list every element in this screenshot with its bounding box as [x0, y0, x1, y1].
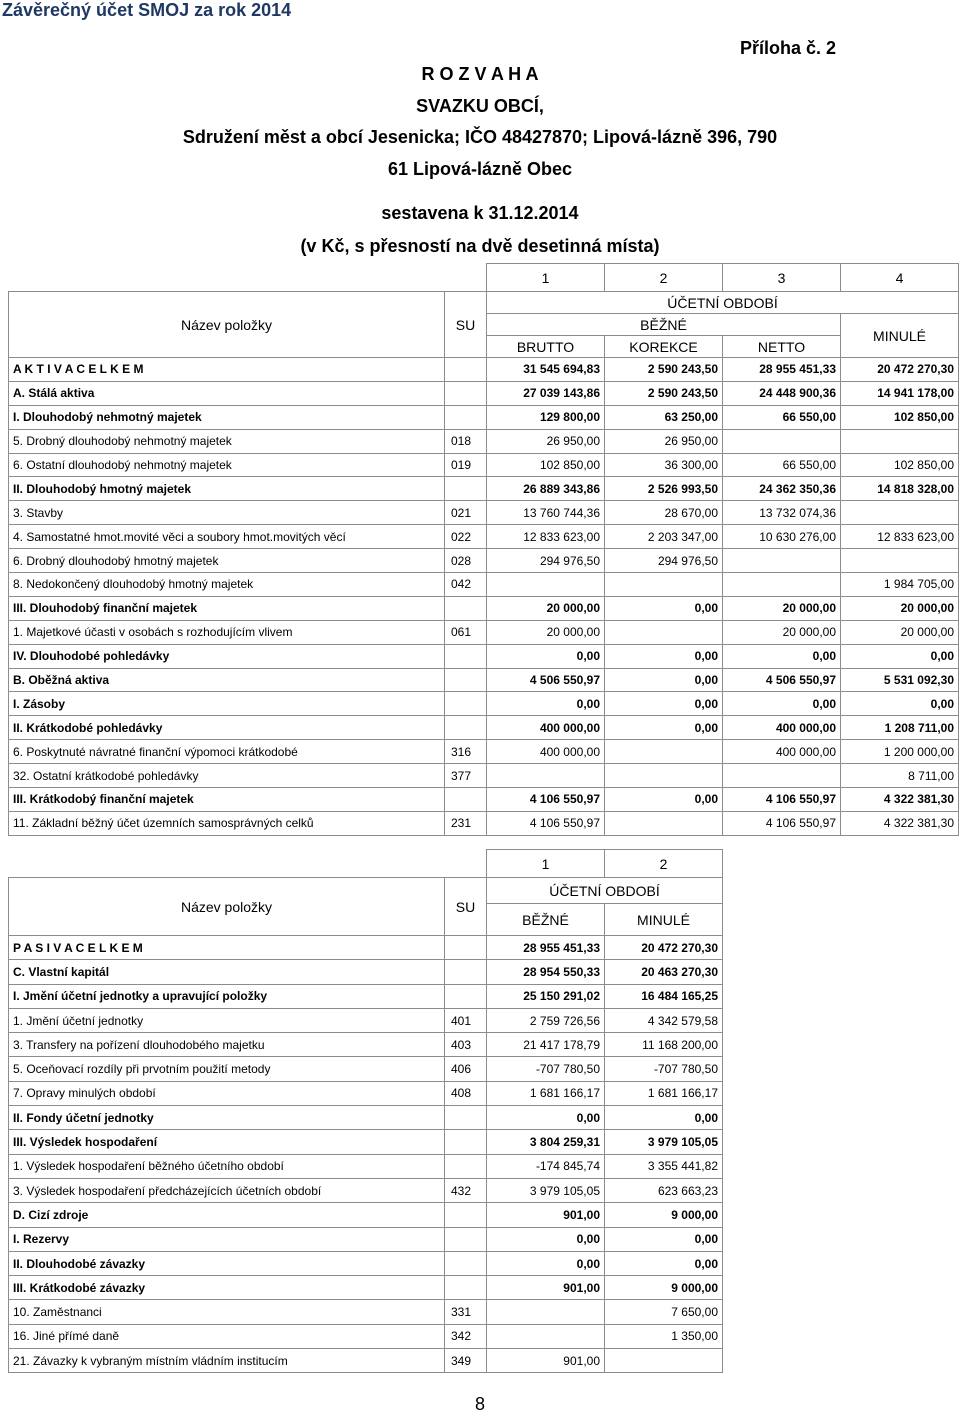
liabilities-row: [9, 1033, 723, 1057]
assets-col-number-3: 3: [723, 264, 841, 292]
assets-table: [8, 263, 959, 836]
assets-item-name: 1. Majetkové účasti v osobách s rozhodujícím vlivem: [9, 620, 445, 644]
liab-item-name: 3. Výsledek hospodaření předcházejících účetních období: [9, 1178, 445, 1202]
assets-brutto-value: 102 850,00: [487, 453, 605, 477]
assets-previous-value: 20 000,00: [841, 596, 959, 620]
liab-current-value: -707 780,50: [487, 1057, 605, 1081]
liab-current-value: 0,00: [487, 1227, 605, 1251]
assets-item-name: II. Dlouhodobý hmotný majetek: [9, 477, 445, 501]
assets-row: [9, 811, 959, 835]
assets-row: [9, 525, 959, 549]
liab-su-header: SU: [445, 878, 487, 936]
assets-su-code: [445, 668, 487, 692]
liabilities-row: [9, 1154, 723, 1178]
assets-korekce-value: 2 203 347,00: [605, 525, 723, 549]
assets-korekce-value: 36 300,00: [605, 453, 723, 477]
assets-item-name: 11. Základní běžný účet územních samosprávných celků: [9, 811, 445, 835]
liabilities-row: [9, 1349, 723, 1373]
liab-previous-value: 11 168 200,00: [605, 1033, 723, 1057]
assets-brutto-value: 12 833 623,00: [487, 525, 605, 549]
liabilities-row: [9, 1106, 723, 1130]
annex-label: Příloha č. 2: [740, 38, 837, 58]
assets-previous-value: 4 322 381,30: [841, 811, 959, 835]
assets-item-name: 6. Drobný dlouhodobý hmotný majetek: [9, 549, 445, 573]
assets-col-number-2: 2: [605, 264, 723, 292]
liab-su-code: 432: [445, 1178, 487, 1202]
assets-netto-value: 0,00: [723, 644, 841, 668]
assets-netto-value: 66 550,00: [723, 453, 841, 477]
liab-current-value: 2 759 726,56: [487, 1008, 605, 1032]
liabilities-row: [9, 1276, 723, 1300]
entity-type: SVAZKU OBCÍ,: [416, 96, 544, 116]
assets-brutto-value: 26 889 343,86: [487, 477, 605, 501]
assets-item-name: 3. Stavby: [9, 501, 445, 525]
liab-current-value: 1 681 166,17: [487, 1081, 605, 1105]
liab-item-name: C. Vlastní kapitál: [9, 960, 445, 984]
assets-netto-value: 28 955 451,33: [723, 358, 841, 382]
assets-korekce-value: 0,00: [605, 596, 723, 620]
liab-previous-value: 7 650,00: [605, 1300, 723, 1324]
assets-item-name: 6. Ostatní dlouhodobý nehmotný majetek: [9, 453, 445, 477]
liabilities-row: [9, 1081, 723, 1105]
liab-previous-value: -707 780,50: [605, 1057, 723, 1081]
liab-su-code: 331: [445, 1300, 487, 1324]
assets-brutto-value: 4 506 550,97: [487, 668, 605, 692]
assets-row: [9, 501, 959, 525]
assets-row: [9, 477, 959, 501]
liab-item-name: P A S I V A C E L K E M: [9, 936, 445, 960]
liab-item-name: 5. Oceňovací rozdíly při prvotním použití metody: [9, 1057, 445, 1081]
assets-netto-value: 24 448 900,36: [723, 381, 841, 405]
assets-netto-value: 10 630 276,00: [723, 525, 841, 549]
assets-su-code: [445, 477, 487, 501]
assets-brutto-value: [487, 573, 605, 597]
liab-previous-header: MINULÉ: [605, 904, 723, 936]
assets-su-code: 018: [445, 429, 487, 453]
assets-row: [9, 716, 959, 740]
assets-korekce-value: [605, 620, 723, 644]
liab-current-header: BĚŽNÉ: [487, 904, 605, 936]
liab-current-value: 0,00: [487, 1106, 605, 1130]
liab-su-code: 406: [445, 1057, 487, 1081]
assets-su-code: [445, 788, 487, 812]
liab-previous-value: 4 342 579,58: [605, 1008, 723, 1032]
assets-netto-value: [723, 549, 841, 573]
liab-item-name: II. Dlouhodobé závazky: [9, 1251, 445, 1275]
liab-previous-value: [605, 1349, 723, 1373]
liab-item-name: III. Krátkodobé závazky: [9, 1276, 445, 1300]
assets-su-code: [445, 644, 487, 668]
liab-previous-value: 1 350,00: [605, 1324, 723, 1348]
liab-previous-value: 16 484 165,25: [605, 984, 723, 1008]
assets-su-code: [445, 405, 487, 429]
assets-brutto-value: 4 106 550,97: [487, 788, 605, 812]
assets-netto-value: [723, 573, 841, 597]
assets-item-name: A K T I V A C E L K E M: [9, 358, 445, 382]
assets-col-number-1: 1: [487, 264, 605, 292]
liab-current-value: -174 845,74: [487, 1154, 605, 1178]
assets-korekce-value: 26 950,00: [605, 429, 723, 453]
liabilities-table: [8, 849, 723, 1373]
assets-previous-value: 12 833 623,00: [841, 525, 959, 549]
liab-item-name: 21. Závazky k vybraným místním vládním institucím: [9, 1349, 445, 1373]
assets-previous-value: 14 818 328,00: [841, 477, 959, 501]
assets-row: [9, 740, 959, 764]
assets-brutto-value: 27 039 143,86: [487, 381, 605, 405]
assets-brutto-value: 400 000,00: [487, 716, 605, 740]
assets-item-name-header: Název položky: [9, 292, 445, 358]
assets-su-code: [445, 692, 487, 716]
assets-previous-value: 1 200 000,00: [841, 740, 959, 764]
liab-item-name: I. Jmění účetní jednotky a upravující položky: [9, 984, 445, 1008]
assets-previous-value: 102 850,00: [841, 453, 959, 477]
assets-netto-value: 0,00: [723, 692, 841, 716]
assets-row: [9, 573, 959, 597]
liab-item-name: II. Fondy účetní jednotky: [9, 1106, 445, 1130]
liab-item-name: 3. Transfery na pořízení dlouhodobého majetku: [9, 1033, 445, 1057]
assets-item-name: IV. Dlouhodobé pohledávky: [9, 644, 445, 668]
entity-name-line1: Sdružení měst a obcí Jesenicka; IČO 48427870; Lipová-lázně 396, 790: [182, 127, 778, 147]
liabilities-row: [9, 1203, 723, 1227]
assets-previous-value: [841, 429, 959, 453]
liabilities-row: [9, 1227, 723, 1251]
liab-period-header: ÚČETNÍ OBDOBÍ: [487, 878, 723, 904]
assets-item-name: B. Oběžná aktiva: [9, 668, 445, 692]
liab-current-value: 3 804 259,31: [487, 1130, 605, 1154]
assets-item-name: 32. Ostatní krátkodobé pohledávky: [9, 764, 445, 788]
assets-item-name: 4. Samostatné hmot.movité věci a soubory hmot.movitých věcí: [9, 525, 445, 549]
assets-item-name: I. Dlouhodobý nehmotný majetek: [9, 405, 445, 429]
liab-current-value: 28 954 550,33: [487, 960, 605, 984]
liab-su-code: 408: [445, 1081, 487, 1105]
assets-previous-value: 8 711,00: [841, 764, 959, 788]
assets-header-blank: [9, 264, 445, 292]
liab-item-name-header: Název položky: [9, 878, 445, 936]
assets-korekce-value: 0,00: [605, 668, 723, 692]
assets-item-name: A. Stálá aktiva: [9, 381, 445, 405]
liab-previous-value: 3 355 441,82: [605, 1154, 723, 1178]
liab-current-value: 25 150 291,02: [487, 984, 605, 1008]
assets-su-code: [445, 358, 487, 382]
liabilities-row: [9, 984, 723, 1008]
assets-row: [9, 381, 959, 405]
assets-su-code: 377: [445, 764, 487, 788]
assets-item-name: 5. Drobný dlouhodobý nehmotný majetek: [9, 429, 445, 453]
assets-previous-value: 5 531 092,30: [841, 668, 959, 692]
assets-brutto-header: BRUTTO: [487, 336, 605, 358]
assets-previous-value: 1 984 705,00: [841, 573, 959, 597]
document-title: Závěrečný účet SMOJ za rok 2014: [2, 0, 292, 20]
liab-previous-value: 1 681 166,17: [605, 1081, 723, 1105]
assets-row: [9, 620, 959, 644]
assets-brutto-value: [487, 764, 605, 788]
assets-su-code: [445, 716, 487, 740]
assets-previous-value: [841, 501, 959, 525]
assets-row: [9, 668, 959, 692]
assets-previous-value: 20 000,00: [841, 620, 959, 644]
liab-item-name: I. Rezervy: [9, 1227, 445, 1251]
assets-brutto-value: 4 106 550,97: [487, 811, 605, 835]
liab-current-value: 901,00: [487, 1276, 605, 1300]
assets-brutto-value: 0,00: [487, 692, 605, 716]
liabilities-row: [9, 1324, 723, 1348]
liabilities-row: [9, 1008, 723, 1032]
assets-korekce-value: 28 670,00: [605, 501, 723, 525]
assets-previous-value: 4 322 381,30: [841, 788, 959, 812]
liab-current-value: 0,00: [487, 1251, 605, 1275]
assets-col-number-4: 4: [841, 264, 959, 292]
assets-netto-value: 66 550,00: [723, 405, 841, 429]
assets-previous-header: MINULÉ: [841, 314, 959, 358]
assets-su-code: 022: [445, 525, 487, 549]
assets-korekce-value: [605, 764, 723, 788]
liab-previous-value: 9 000,00: [605, 1203, 723, 1227]
assets-korekce-value: 0,00: [605, 644, 723, 668]
assets-row: [9, 453, 959, 477]
assets-row: [9, 644, 959, 668]
statement-heading: R O Z V A H A: [421, 64, 539, 84]
assets-row: [9, 764, 959, 788]
liabilities-row: [9, 1300, 723, 1324]
assets-korekce-value: 294 976,50: [605, 549, 723, 573]
assets-brutto-value: 31 545 694,83: [487, 358, 605, 382]
liab-col-number-2: 2: [605, 850, 723, 878]
assets-netto-header: NETTO: [723, 336, 841, 358]
liab-su-code: 342: [445, 1324, 487, 1348]
assets-previous-value: 1 208 711,00: [841, 716, 959, 740]
liabilities-row: [9, 1130, 723, 1154]
assets-current-header: BĚŽNÉ: [487, 314, 841, 336]
liabilities-row: [9, 1057, 723, 1081]
assets-row: [9, 358, 959, 382]
liabilities-row: [9, 1251, 723, 1275]
assets-brutto-value: 13 760 744,36: [487, 501, 605, 525]
assets-su-code: [445, 381, 487, 405]
assets-row: [9, 549, 959, 573]
liab-item-name: 16. Jiné přímé daně: [9, 1324, 445, 1348]
assets-item-name: 6. Poskytnuté návratné finanční výpomoci krátkodobé: [9, 740, 445, 764]
liab-su-code: [445, 984, 487, 1008]
assets-su-code: 316: [445, 740, 487, 764]
liabilities-row: [9, 936, 723, 960]
liabilities-row: [9, 1178, 723, 1202]
liab-header-blank: [9, 850, 445, 878]
liab-su-code: [445, 1227, 487, 1251]
liab-current-value: 901,00: [487, 1203, 605, 1227]
assets-korekce-value: 2 526 993,50: [605, 477, 723, 501]
assets-row: [9, 405, 959, 429]
assets-su-code: 021: [445, 501, 487, 525]
liab-su-code: [445, 1276, 487, 1300]
assets-header-blank-su: [445, 264, 487, 292]
liab-current-value: 21 417 178,79: [487, 1033, 605, 1057]
assets-su-code: 028: [445, 549, 487, 573]
liab-previous-value: 0,00: [605, 1106, 723, 1130]
assets-previous-value: [841, 549, 959, 573]
liab-col-number-1: 1: [487, 850, 605, 878]
entity-name-line2: 61 Lipová-lázně Obec: [387, 159, 573, 179]
assets-netto-value: 400 000,00: [723, 716, 841, 740]
assets-korekce-value: 2 590 243,50: [605, 358, 723, 382]
liab-previous-value: 0,00: [605, 1251, 723, 1275]
liab-header-blank-su: [445, 850, 487, 878]
assets-brutto-value: 20 000,00: [487, 596, 605, 620]
liab-current-value: [487, 1300, 605, 1324]
liab-current-value: 901,00: [487, 1349, 605, 1373]
liab-su-code: [445, 1203, 487, 1227]
assets-korekce-value: [605, 811, 723, 835]
assets-netto-value: 4 506 550,97: [723, 668, 841, 692]
liab-item-name: D. Cizí zdroje: [9, 1203, 445, 1227]
page-number: 8: [475, 1394, 486, 1414]
assets-su-code: [445, 596, 487, 620]
assets-brutto-value: 26 950,00: [487, 429, 605, 453]
liab-su-code: [445, 1154, 487, 1178]
assets-brutto-value: 129 800,00: [487, 405, 605, 429]
liab-su-code: 401: [445, 1008, 487, 1032]
liab-su-code: 403: [445, 1033, 487, 1057]
assets-netto-value: [723, 764, 841, 788]
assets-netto-value: 400 000,00: [723, 740, 841, 764]
liab-previous-value: 20 463 270,30: [605, 960, 723, 984]
assets-netto-value: 4 106 550,97: [723, 788, 841, 812]
assets-item-name: II. Krátkodobé pohledávky: [9, 716, 445, 740]
liab-current-value: 28 955 451,33: [487, 936, 605, 960]
assets-previous-value: 102 850,00: [841, 405, 959, 429]
assets-row: [9, 429, 959, 453]
assets-item-name: I. Zásoby: [9, 692, 445, 716]
assets-previous-value: 0,00: [841, 692, 959, 716]
liab-previous-value: 20 472 270,30: [605, 936, 723, 960]
date-line: sestavena k 31.12.2014: [381, 203, 579, 223]
assets-netto-value: 20 000,00: [723, 596, 841, 620]
assets-brutto-value: 20 000,00: [487, 620, 605, 644]
assets-brutto-value: 294 976,50: [487, 549, 605, 573]
assets-su-code: 231: [445, 811, 487, 835]
assets-korekce-value: [605, 573, 723, 597]
liab-item-name: 7. Opravy minulých období: [9, 1081, 445, 1105]
assets-su-code: 061: [445, 620, 487, 644]
liab-previous-value: 623 663,23: [605, 1178, 723, 1202]
assets-item-name: III. Krátkodobý finanční majetek: [9, 788, 445, 812]
assets-row: [9, 788, 959, 812]
liab-su-code: 349: [445, 1349, 487, 1373]
units-line: (v Kč, s přesností na dvě desetinná místa): [300, 236, 660, 256]
assets-su-header: SU: [445, 292, 487, 358]
liab-su-code: [445, 1106, 487, 1130]
assets-korekce-value: 63 250,00: [605, 405, 723, 429]
liab-item-name: 1. Výsledek hospodaření běžného účetního období: [9, 1154, 445, 1178]
assets-netto-value: [723, 429, 841, 453]
liab-current-value: [487, 1324, 605, 1348]
assets-netto-value: 20 000,00: [723, 620, 841, 644]
assets-previous-value: 14 941 178,00: [841, 381, 959, 405]
assets-brutto-value: 0,00: [487, 644, 605, 668]
liab-su-code: [445, 960, 487, 984]
liabilities-row: [9, 960, 723, 984]
assets-previous-value: 0,00: [841, 644, 959, 668]
liab-current-value: 3 979 105,05: [487, 1178, 605, 1202]
liab-previous-value: 3 979 105,05: [605, 1130, 723, 1154]
assets-row: [9, 596, 959, 620]
liab-previous-value: 9 000,00: [605, 1276, 723, 1300]
liab-su-code: [445, 1130, 487, 1154]
assets-netto-value: 4 106 550,97: [723, 811, 841, 835]
assets-korekce-value: 0,00: [605, 716, 723, 740]
assets-korekce-value: [605, 740, 723, 764]
liab-su-code: [445, 936, 487, 960]
assets-brutto-value: 400 000,00: [487, 740, 605, 764]
assets-su-code: 019: [445, 453, 487, 477]
assets-netto-value: 13 732 074,36: [723, 501, 841, 525]
assets-korekce-value: 2 590 243,50: [605, 381, 723, 405]
liab-item-name: III. Výsledek hospodaření: [9, 1130, 445, 1154]
liab-item-name: 10. Zaměstnanci: [9, 1300, 445, 1324]
assets-korekce-value: 0,00: [605, 788, 723, 812]
liab-su-code: [445, 1251, 487, 1275]
assets-netto-value: 24 362 350,36: [723, 477, 841, 501]
assets-row: [9, 692, 959, 716]
liab-item-name: 1. Jmění účetní jednotky: [9, 1008, 445, 1032]
assets-period-header: ÚČETNÍ OBDOBÍ: [487, 292, 959, 314]
assets-item-name: 8. Nedokončený dlouhodobý hmotný majetek: [9, 573, 445, 597]
assets-item-name: III. Dlouhodobý finanční majetek: [9, 596, 445, 620]
assets-su-code: 042: [445, 573, 487, 597]
assets-korekce-value: 0,00: [605, 692, 723, 716]
assets-previous-value: 20 472 270,30: [841, 358, 959, 382]
assets-korekce-header: KOREKCE: [605, 336, 723, 358]
liab-previous-value: 0,00: [605, 1227, 723, 1251]
